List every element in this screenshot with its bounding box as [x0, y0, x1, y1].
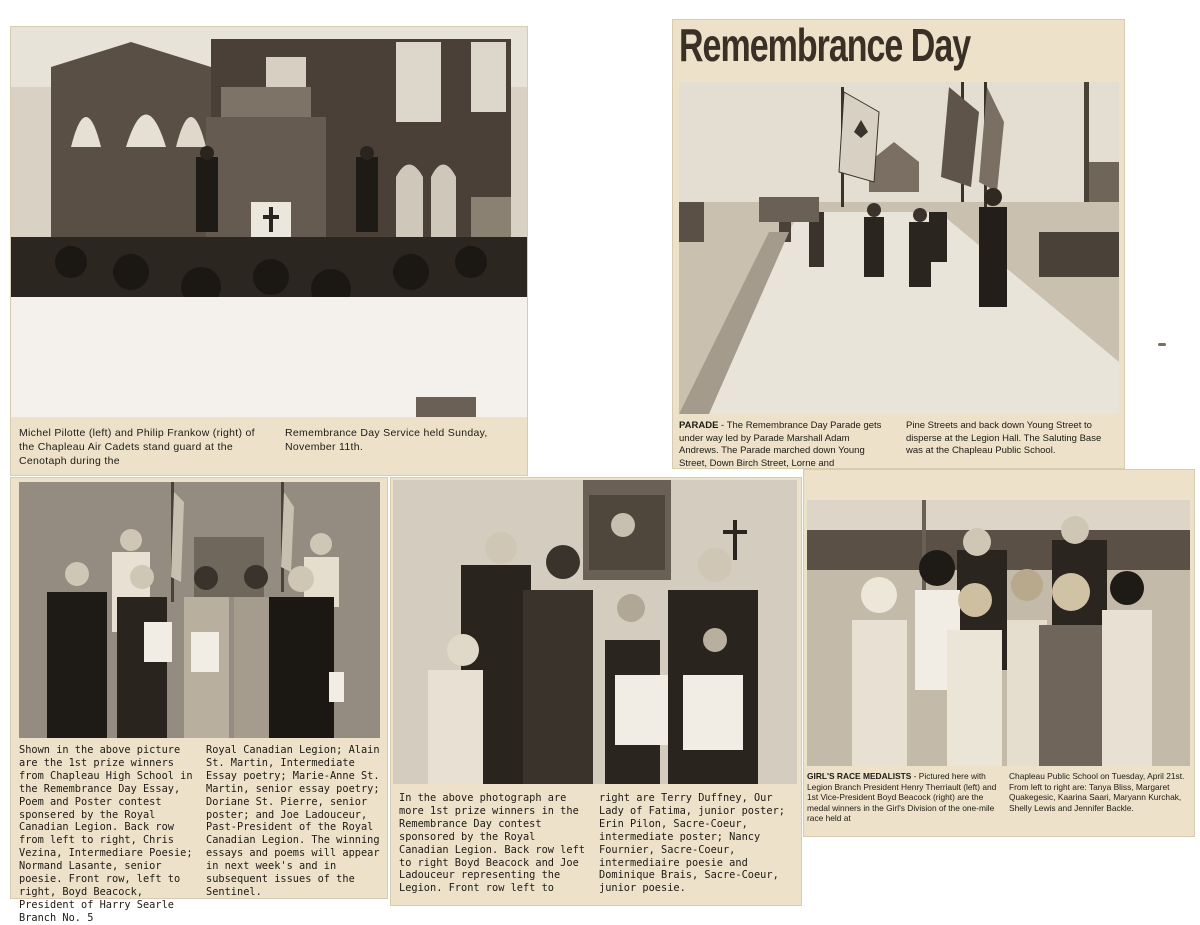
caption-race-right: Chapleau Public School on Tuesday, April 21st. From left to right are: Tanya Bliss, Margaret Quakegesic, Kaarina Saari, Maryann Kurchak, Shelly Lewis and Jennifer Backle. [1009, 771, 1185, 813]
photo-cenotaph-guards [11, 27, 527, 417]
caption-parade-body: - The Remembrance Day Parade gets under way led by Parade Marshall Adam Andrews. The Parade marched down Young Street, Down Birch Street, Lorne and [679, 420, 882, 469]
caption-parade-left [679, 420, 891, 470]
caption-high-school-col2: Royal Canadian Legion; Alain St. Martin, Intermediate Essay poetry; Marie-Anne St. Martin, senior essay poetry; Doriane St. Pierre, senior poster; and Joe Ladouceur, Past-President of the Royal Canadian Legion. The winning essays and poems will appear in next week's and in subsequent issues of the Sentinel. [206, 744, 380, 898]
clipping-race-medalists [804, 470, 1194, 836]
caption-more-winners-col1: In the above photograph are more 1st prize winners in the Remembrance Day contest sponsored by the Royal Canadian Legion. Back row left to right Boyd Beacock and Joe Ladouceur representing the Legion. Front row left to [399, 792, 585, 895]
caption-race-left [807, 771, 997, 824]
caption-more-winners-col2: right are Terry Duffney, Our Lady of Fatima, junior poster; Erin Pilon, Sacre-Coeur, intermediate poster; Nancy Fournier, Sacre-Coeur, intermediaire poesie and Dominique Brais, Sacre-Coeur, junior poesie. [599, 792, 785, 895]
caption-parade-lead: PARADE [679, 420, 719, 431]
clipping-parade [673, 20, 1124, 468]
clipping-cenotaph [11, 27, 527, 475]
stray-mark [1158, 343, 1166, 346]
clipping-high-school-winners [11, 478, 387, 924]
photo-parade [679, 82, 1119, 414]
caption-race-lead: GIRL'S RACE MEDALISTS [807, 771, 912, 781]
headline: Remembrance Day [679, 20, 971, 72]
photo-high-school-winners [19, 482, 380, 738]
clipping-more-winners [391, 478, 801, 905]
photo-more-winners [393, 480, 797, 784]
caption-high-school-col1: Shown in the above picture are the 1st prize winners from Chapleau High School in the Remembrance Day Essay, Poem and Poster contest sponsered by the Royal Canadian Legion. Back row from left to right, Chris Vezina, Intermediare Poesie; Normand Lasante, senior poesie. Front row, left to right, Boyd Beacock, President of Harry Searle Branch No. 5 [19, 744, 193, 924]
caption-cenotaph-right: Remembrance Day Service held Sunday, November 11th. [285, 427, 488, 453]
caption-race-body: - Pictured here with Legion Branch President Henry Therriault (left) and 1st Vice-President Boyd Beacock (right) are the medal winners in the Girl's Division of the one-mile race held at [807, 771, 997, 824]
caption-parade-right: Pine Streets and back down Young Street to disperse at the Legion Hall. The Saluting Base was at the Chapleau Public School. [906, 420, 1102, 456]
caption-cenotaph-left: Michel Pilotte (left) and Philip Frankow (right) of the Chapleau Air Cadets stand guard at the Cenotaph during the [19, 427, 255, 467]
photo-race-medalists [807, 500, 1190, 766]
